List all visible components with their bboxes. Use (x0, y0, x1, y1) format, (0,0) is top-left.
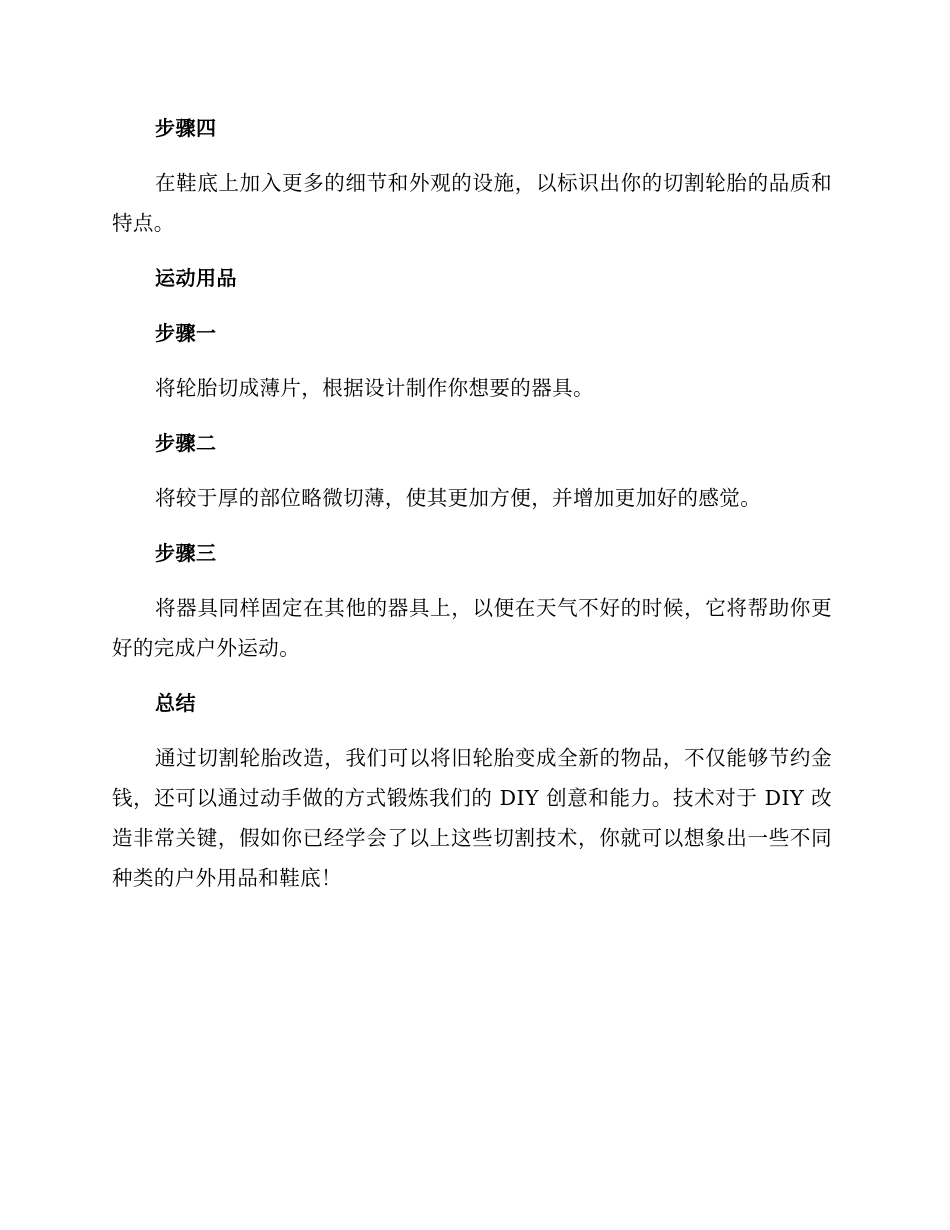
paragraph-step-two: 将较于厚的部位略微切薄，使其更加方便，并增加更加好的感觉。 (155, 486, 762, 510)
section-heading-step-four: 步骤四 (155, 116, 217, 140)
paragraph-step-one: 将轮胎切成薄片，根据设计制作你想要的器具。 (155, 376, 594, 400)
paragraph-step-four: 在鞋底上加入更多的细节和外观的设施，以标识出你的切割轮胎的品质和特点。 (112, 171, 832, 235)
section-heading-step-two: 步骤二 (155, 431, 217, 455)
section-heading-step-three: 步骤三 (155, 541, 217, 565)
section-heading-summary: 总结 (155, 691, 196, 715)
section-heading-step-one: 步骤一 (155, 321, 217, 345)
paragraph-step-three: 将器具同样固定在其他的器具上，以便在天气不好的时候，它将帮助你更好的完成户外运动。 (112, 596, 832, 660)
document-page (112, 108, 832, 913)
paragraph-summary: 通过切割轮胎改造，我们可以将旧轮胎变成全新的物品，不仅能够节约金钱，还可以通过动手做的方式锻炼我们的 DIY 创意和能力。技术对于 DIY 改造非常关键，假如你已经学会了以上这些切割技术，你就可以想象出一些不同种类的户外用品和鞋底！ (112, 746, 832, 890)
section-heading-sports-goods: 运动用品 (155, 266, 237, 290)
